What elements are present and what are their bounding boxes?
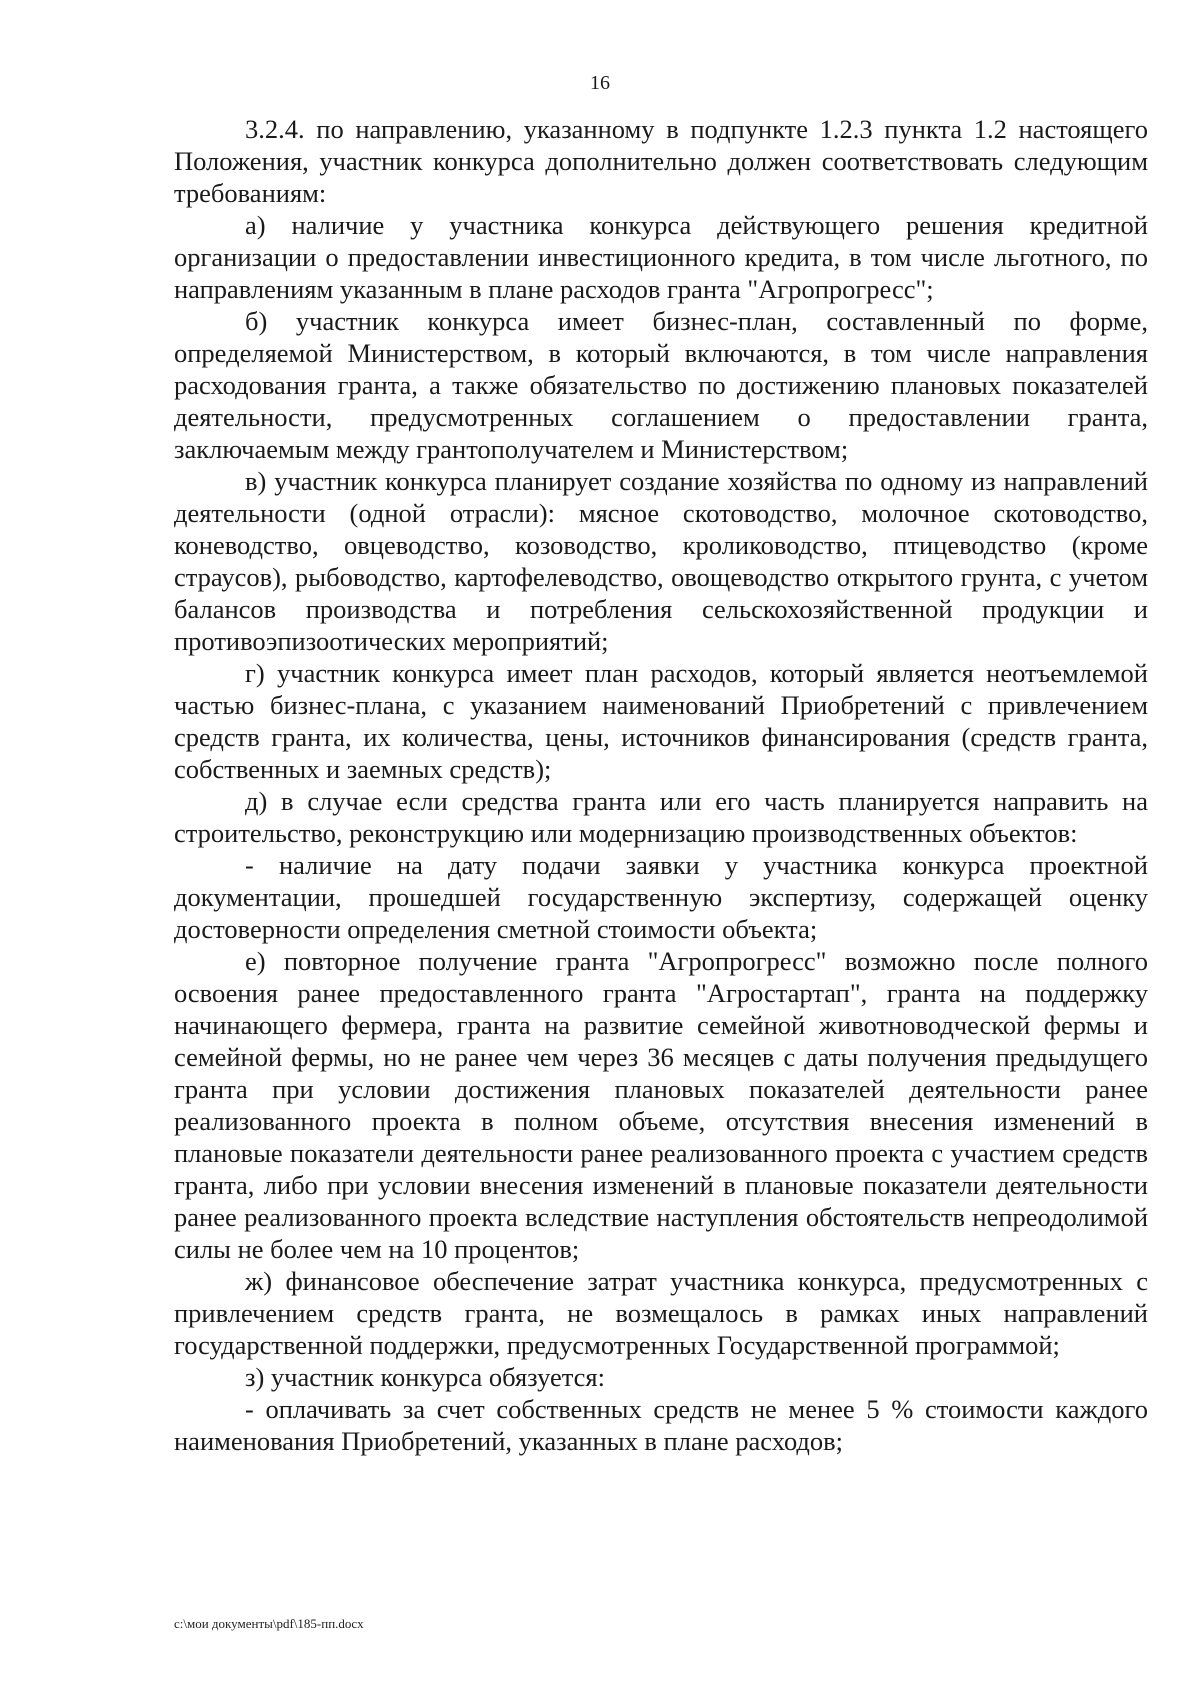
footer-file-path: c:\мои документы\pdf\185-пп.docx <box>174 1616 364 1631</box>
paragraph-a: а) наличие у участника конкурса действующего решения кредитной организации о предоставлении инвестиционного кредита, в том числе льготного, по направлениям указанным в плане расходов гранта "Агропрогресс"; <box>174 210 1148 304</box>
paragraph-d: д) в случае если средства гранта или его часть планируется направить на строительство, реконструкцию или модернизацию производственных объектов: <box>174 786 1148 848</box>
paragraph-z-item: - оплачивать за счет собственных средств не менее 5 % стоимости каждого наименования Приобретений, указанных в плане расходов; <box>174 1394 1148 1456</box>
paragraph-e: е) повторное получение гранта "Агропрогресс" возможно после полного освоения ранее предоставленного гранта "Агростартап", гранта на поддержку начинающего фермера, гранта на развитие семейной животноводческой фермы и семейной фермы, но не ранее чем через 36 месяцев с даты получения предыдущего гранта при условии достижения плановых показателей деятельности ранее реализованного проекта в полном объеме, отсутствия внесения изменений в плановые показатели деятельности ранее реализованного проекта с участием средств гранта, либо при условии внесения изменений в плановые показатели деятельности ранее реализованного проекта вследствие наступления обстоятельств непреодолимой силы не более чем на 10 процентов; <box>174 946 1148 1264</box>
paragraph-g: г) участник конкурса имеет план расходов, который является неотъемлемой частью бизнес-плана, с указанием наименований Приобретений с привлечением средств гранта, их количества, цены, источников финансирования (средств гранта, собственных и заемных средств); <box>174 658 1148 784</box>
paragraph-z: з) участник конкурса обязуется: <box>245 1362 605 1392</box>
paragraph-b: б) участник конкурса имеет бизнес-план, составленный по форме, определяемой Министерством, в который включаются, в том числе направления расходования гранта, а также обязательство по достижению плановых показателей деятельности, предусмотренных соглашением о предоставлении гранта, заключаемым между грантополучателем и Министерством; <box>174 306 1148 464</box>
paragraph-d-item: - наличие на дату подачи заявки у участника конкурса проектной документации, прошедшей государственную экспертизу, содержащей оценку достоверности определения сметной стоимости объекта; <box>174 850 1148 944</box>
paragraph-zh: ж) финансовое обеспечение затрат участника конкурса, предусмотренных с привлечением средств гранта, не возмещалось в рамках иных направлений государственной поддержки, предусмотренных Государственной программой; <box>174 1266 1148 1360</box>
paragraph-3-2-4: 3.2.4. по направлению, указанному в подпункте 1.2.3 пункта 1.2 настоящего Положения, участник конкурса дополнительно должен соответствовать следующим требованиям: <box>174 114 1148 208</box>
document-body <box>174 113 1148 1457</box>
page-number: 16 <box>590 72 610 94</box>
paragraph-v: в) участник конкурса планирует создание хозяйства по одному из направлений деятельности (одной отрасли): мясное скотоводство, молочное скотоводство, коневодство, овцеводство, козоводство, кролиководство, птицеводство (кроме страусов), рыбоводство, картофелеводство, овощеводство открытого грунта, с учетом балансов производства и потребления сельскохозяйственной продукции и противоэпизоотических мероприятий; <box>174 466 1148 656</box>
